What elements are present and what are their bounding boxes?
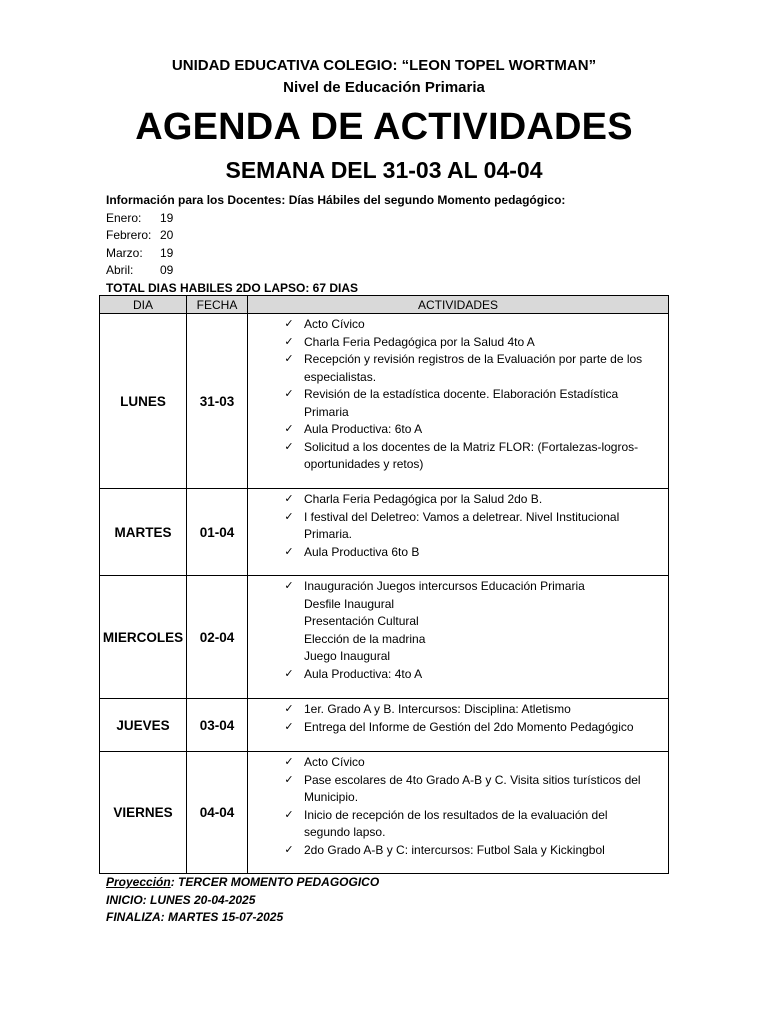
activity-text: 1er. Grado A y B. Intercursos: Disciplina: Atletismo bbox=[304, 702, 571, 716]
activities-cell bbox=[248, 699, 669, 752]
activity-line bbox=[282, 351, 658, 369]
activity-text: especialistas. bbox=[304, 369, 377, 384]
activities-cell bbox=[248, 752, 669, 874]
month-row bbox=[106, 245, 565, 263]
activities-cell bbox=[248, 314, 669, 489]
activity-line bbox=[282, 666, 658, 684]
activity-text: Juego Inaugural bbox=[304, 649, 391, 663]
checkmark-icon: ✓ bbox=[284, 353, 294, 365]
header-date: FECHA bbox=[187, 296, 248, 314]
activity-text: 2do Grado A-B y C: intercursos: Futbol Sala y Kickingbol bbox=[304, 842, 605, 857]
activity-line bbox=[282, 824, 658, 842]
activity-text: I festival del Deletreo: Vamos a deletrear. Nivel Institucional bbox=[304, 509, 620, 524]
activity-text: Charla Feria Pedagógica por la Salud 2do B. bbox=[304, 492, 543, 506]
activity-text: Recepción y revisión registros de la Evaluación por parte de los bbox=[304, 352, 643, 366]
activity-line bbox=[282, 631, 658, 649]
day-cell: MARTES bbox=[100, 489, 187, 576]
activities-cell bbox=[248, 489, 669, 576]
activities-cell bbox=[248, 576, 669, 699]
checkmark-icon: ✓ bbox=[284, 388, 294, 400]
checkmark-icon: ✓ bbox=[284, 720, 294, 733]
activity-line bbox=[282, 456, 658, 474]
activity-text: Desfile Inaugural bbox=[304, 596, 395, 611]
activity-text: Aula Productiva: 6to A bbox=[304, 422, 423, 436]
checkmark-icon: ✓ bbox=[284, 440, 294, 453]
table-header-row bbox=[100, 296, 669, 314]
activity-line bbox=[282, 386, 658, 404]
info-heading: Información para los Docentes: Días Hábiles del segundo Momento pedagógico: bbox=[106, 193, 566, 207]
activity-line bbox=[282, 613, 658, 631]
activity-text: Elección de la madrina bbox=[304, 631, 426, 646]
activity-line bbox=[282, 789, 658, 807]
projection-label: Proyección bbox=[106, 875, 171, 889]
table-row bbox=[100, 314, 669, 489]
activity-text: Municipio. bbox=[304, 790, 359, 804]
activity-text: Revisión de la estadística docente. Elaboración Estadística bbox=[304, 387, 619, 401]
projection-line bbox=[106, 874, 379, 892]
checkmark-icon: ✓ bbox=[284, 510, 294, 523]
date-cell: 01-04 bbox=[187, 489, 248, 576]
activity-text: Entrega del Informe de Gestión del 2do Momento Pedagógico bbox=[304, 719, 634, 734]
checkmark-icon: ✓ bbox=[284, 318, 294, 330]
activity-text: Acto Cívico bbox=[304, 317, 365, 331]
month-days: 09 bbox=[160, 263, 174, 277]
activity-line bbox=[282, 334, 658, 352]
end-date: FINALIZA: MARTES 15-07-2025 bbox=[106, 910, 284, 924]
activity-text: segundo lapso. bbox=[304, 825, 386, 839]
checkmark-icon: ✓ bbox=[284, 756, 294, 768]
month-days: 19 bbox=[160, 210, 174, 225]
activity-line bbox=[282, 509, 658, 527]
checkmark-icon: ✓ bbox=[284, 703, 294, 715]
activity-line bbox=[282, 421, 658, 439]
activity-line bbox=[282, 842, 658, 860]
activity-text: Primaria bbox=[304, 404, 349, 419]
checkmark-icon: ✓ bbox=[284, 667, 294, 680]
activity-line bbox=[282, 316, 658, 334]
projection-value: : TERCER MOMENTO PEDAGOGICO bbox=[170, 875, 380, 889]
activity-text: Charla Feria Pedagógica por la Salud 4to A bbox=[304, 334, 535, 349]
checkmark-icon: ✓ bbox=[284, 493, 294, 505]
activity-line bbox=[282, 596, 658, 614]
activity-text: Aula Productiva 6to B bbox=[304, 544, 420, 559]
school-name: UNIDAD EDUCATIVA COLEGIO: “LEON TOPEL WORTMAN” bbox=[171, 57, 597, 74]
date-cell: 04-04 bbox=[187, 752, 248, 874]
checkmark-icon: ✓ bbox=[284, 843, 294, 856]
activity-line bbox=[282, 648, 658, 666]
months-list bbox=[106, 210, 565, 280]
activity-line bbox=[282, 439, 658, 457]
activity-line bbox=[282, 807, 658, 825]
activity-line bbox=[282, 404, 658, 422]
month-row bbox=[106, 227, 565, 245]
activity-text: Solicitud a los docentes de la Matriz FLOR: (Fortalezas-logros- bbox=[304, 439, 639, 454]
activity-line bbox=[282, 701, 658, 719]
date-cell: 03-04 bbox=[187, 699, 248, 752]
activity-line bbox=[282, 578, 658, 596]
activity-text: Pase escolares de 4to Grado A-B y C. Visita sitios turísticos del bbox=[304, 772, 641, 787]
header-day: DIA bbox=[100, 296, 187, 314]
activity-text: Inicio de recepción de los resultados de la evaluación del bbox=[304, 807, 608, 822]
table-row bbox=[100, 699, 669, 752]
checkmark-icon: ✓ bbox=[284, 808, 294, 821]
month-name: Enero: bbox=[106, 210, 142, 225]
day-cell: VIERNES bbox=[100, 752, 187, 874]
checkmark-icon: ✓ bbox=[284, 423, 294, 435]
date-cell: 02-04 bbox=[187, 576, 248, 699]
activity-text: Acto Cívico bbox=[304, 755, 365, 769]
page-title: AGENDA DE ACTIVIDADES bbox=[135, 106, 633, 148]
activity-line bbox=[282, 491, 658, 509]
table-row bbox=[100, 489, 669, 576]
checkmark-icon: ✓ bbox=[284, 773, 294, 786]
education-level: Nivel de Educación Primaria bbox=[283, 79, 485, 96]
activity-text: oportunidades y retos) bbox=[304, 457, 424, 471]
date-cell: 31-03 bbox=[187, 314, 248, 489]
checkmark-icon: ✓ bbox=[284, 580, 294, 592]
table-row bbox=[100, 576, 669, 699]
activity-line bbox=[282, 754, 658, 772]
activity-text: Presentación Cultural bbox=[304, 614, 419, 628]
header-activities: ACTIVIDADES bbox=[248, 296, 669, 314]
day-cell: MIERCOLES bbox=[100, 576, 187, 699]
activity-line bbox=[282, 772, 658, 790]
day-cell: LUNES bbox=[100, 314, 187, 489]
agenda-table bbox=[99, 295, 669, 874]
activity-text: Primaria. bbox=[304, 527, 353, 541]
month-row bbox=[106, 262, 565, 280]
activity-line bbox=[282, 526, 658, 544]
month-name: Abril: bbox=[106, 263, 134, 277]
activity-line bbox=[282, 719, 658, 737]
day-cell: JUEVES bbox=[100, 699, 187, 752]
teacher-info bbox=[106, 192, 565, 297]
activity-text: Inauguración Juegos intercursos Educación Primaria bbox=[304, 579, 585, 593]
activity-line bbox=[282, 369, 658, 387]
projection-footer bbox=[106, 874, 379, 927]
activity-line bbox=[282, 544, 658, 562]
month-days: 19 bbox=[160, 245, 174, 260]
start-date: INICIO: LUNES 20-04-2025 bbox=[106, 892, 256, 907]
agenda-body bbox=[100, 314, 669, 874]
activity-text: Aula Productiva: 4to A bbox=[304, 666, 423, 681]
month-days: 20 bbox=[160, 228, 174, 242]
checkmark-icon: ✓ bbox=[284, 335, 294, 348]
month-name: Marzo: bbox=[106, 245, 143, 260]
month-row bbox=[106, 210, 565, 228]
table-row bbox=[100, 752, 669, 874]
total-days: TOTAL DIAS HABILES 2DO LAPSO: 67 DIAS bbox=[106, 280, 359, 295]
checkmark-icon: ✓ bbox=[284, 545, 294, 558]
week-range: SEMANA DEL 31-03 AL 04-04 bbox=[225, 157, 543, 183]
month-name: Febrero: bbox=[106, 228, 152, 242]
